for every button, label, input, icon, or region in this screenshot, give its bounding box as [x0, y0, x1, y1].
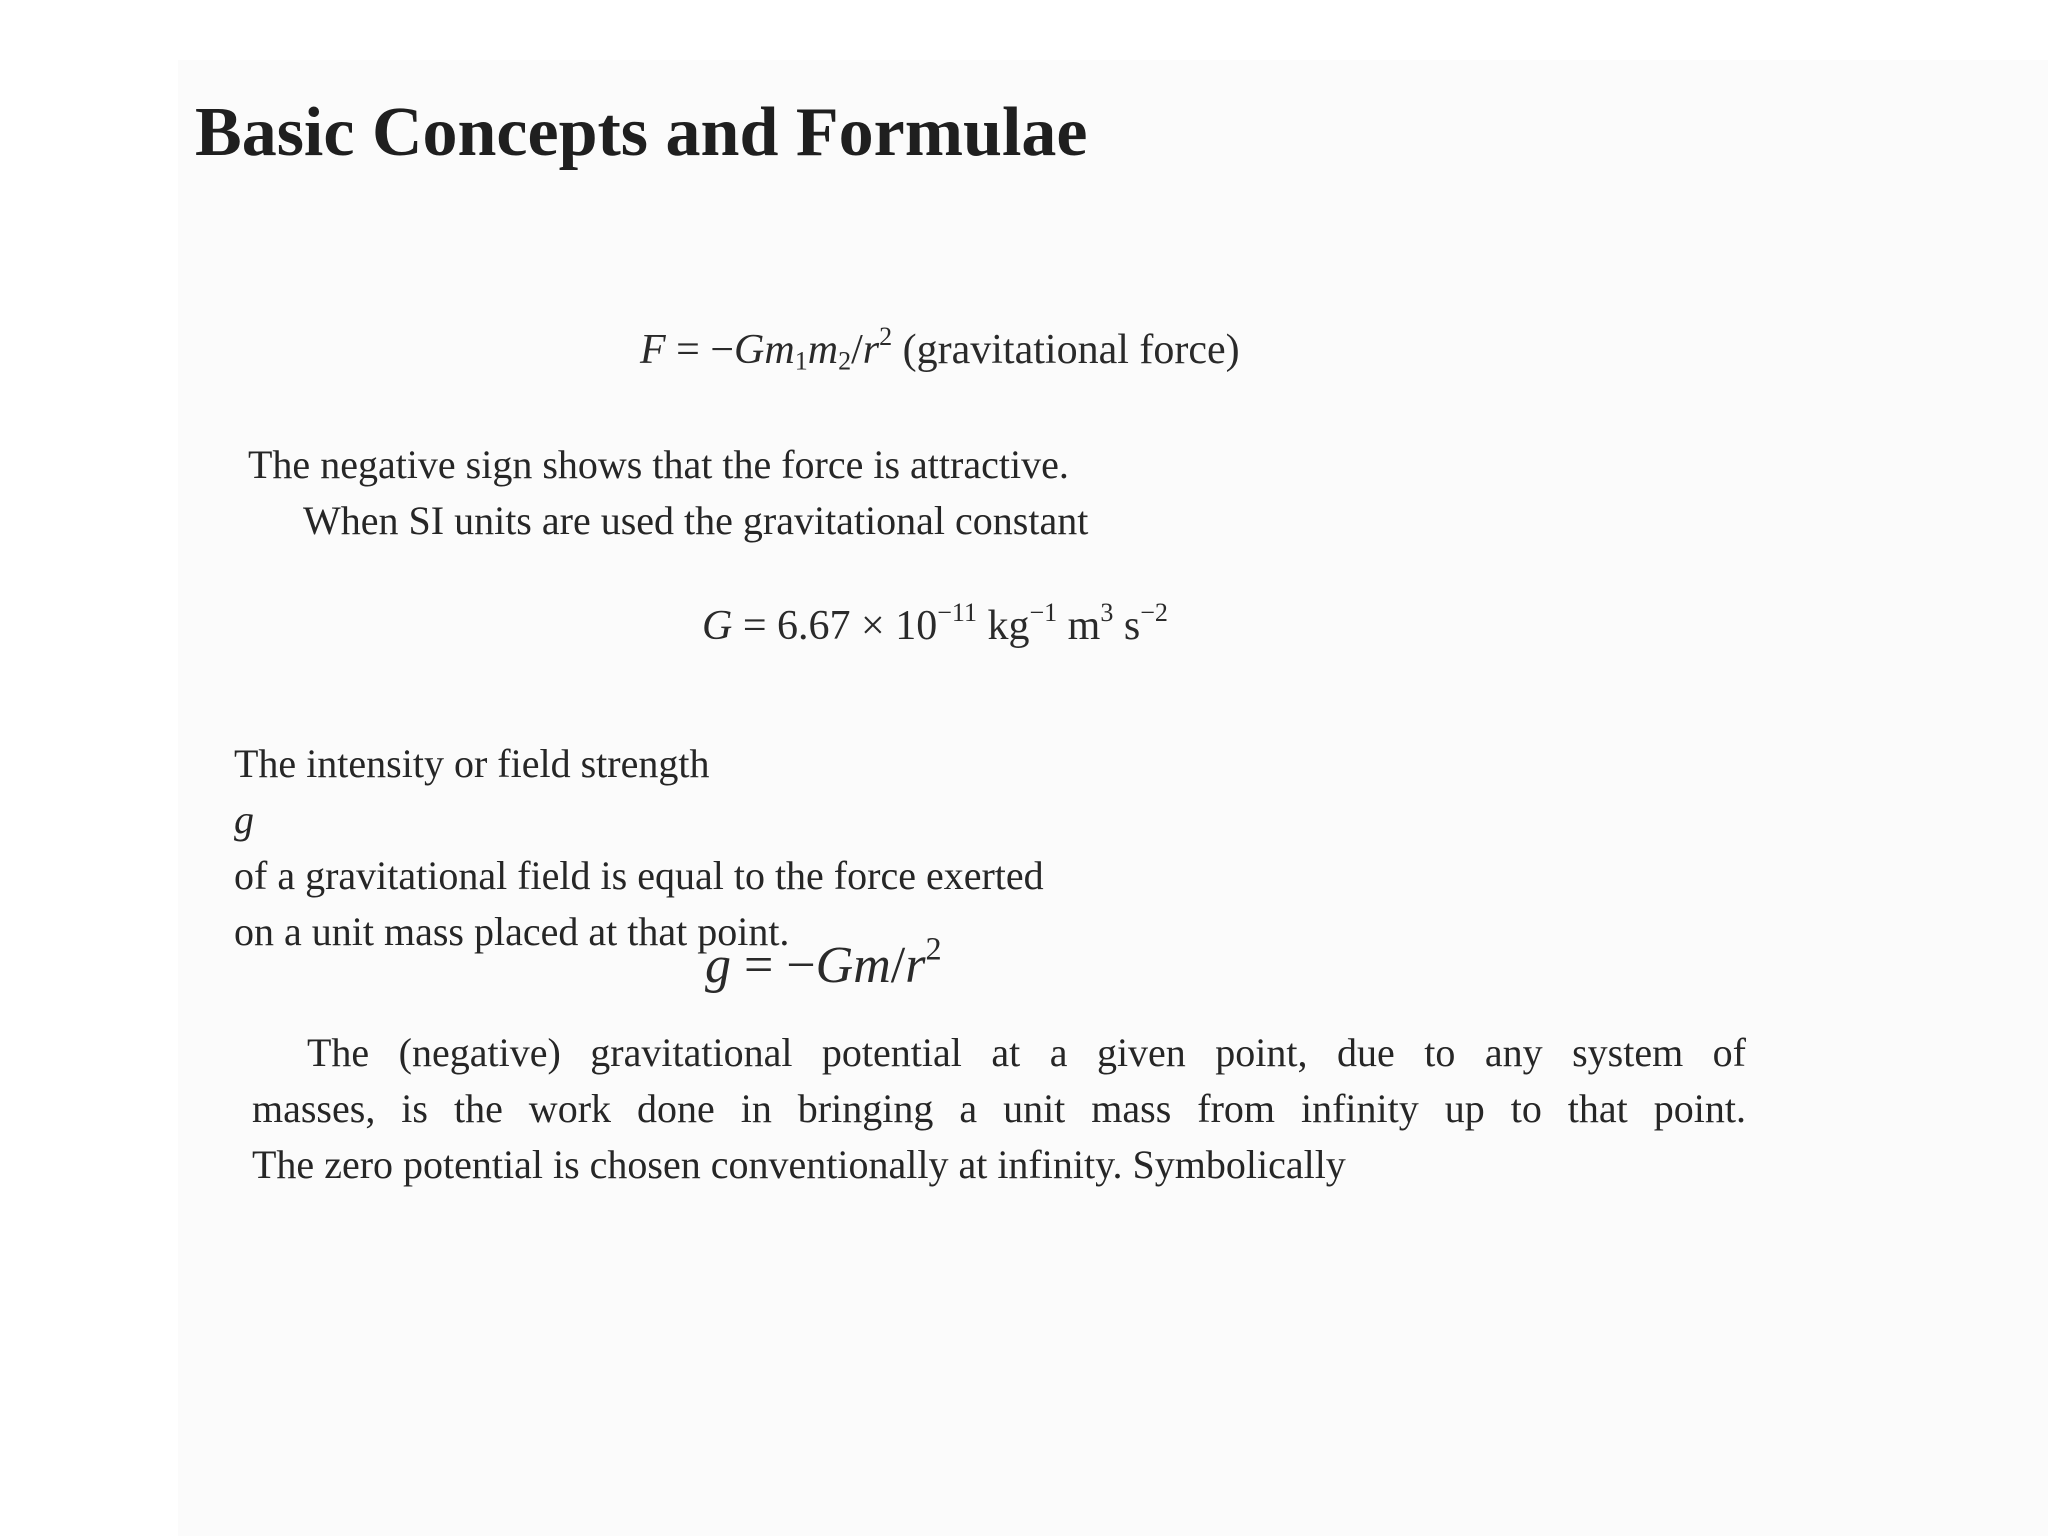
- paragraph-potential: [252, 1025, 1746, 1193]
- eq-g-lhs: g: [705, 937, 731, 994]
- eq-G-unit-kg: kg: [976, 603, 1030, 649]
- eq-g-exponent: 2: [925, 930, 942, 967]
- paragraph-line: [234, 736, 1044, 904]
- symbol-g: g: [234, 797, 254, 842]
- text-fragment: of a gravitational field is equal to the force exerted: [234, 853, 1044, 898]
- eq-G-exp4: −2: [1140, 597, 1168, 627]
- eq-G-unit-s: s: [1113, 603, 1141, 649]
- eq-force-r: r: [862, 327, 880, 373]
- eq-force-slash: /: [851, 327, 863, 373]
- eq-force-note: (gravitational force): [892, 327, 1240, 373]
- eq-force-sub1: 1: [794, 346, 808, 376]
- eq-G-mantissa: = 6.67 × 10: [732, 603, 938, 649]
- paragraph-field-strength: [234, 736, 1044, 960]
- paragraph-attractive: [248, 437, 1088, 549]
- paragraph-line: The (negative) gravitational potential at a given point, due to any system of: [307, 1030, 1746, 1075]
- paragraph-line: The negative sign shows that the force is attractive.: [248, 442, 1069, 487]
- paragraph-line: on a unit mass placed at that point.: [234, 909, 790, 954]
- eq-force-sub2: 2: [838, 346, 852, 376]
- eq-force-m2: m: [807, 327, 839, 373]
- eq-G-exp3: 3: [1100, 597, 1114, 627]
- text-fragment: The intensity or field strength: [234, 741, 710, 786]
- paragraph-line: masses, is the work done in bringing a unit mass from infinity up to that point.: [252, 1086, 1746, 1131]
- eq-g-slash: /: [890, 937, 906, 994]
- gravitational-force-equation: [640, 322, 1240, 378]
- eq-G-exp1: −11: [937, 597, 977, 627]
- eq-G-exp2: −1: [1029, 597, 1058, 627]
- eq-force-lhs: F: [640, 327, 666, 373]
- eq-force-equals: = −: [665, 327, 735, 373]
- eq-g-r: r: [905, 937, 926, 994]
- eq-G-lhs: G: [702, 603, 733, 649]
- eq-force-exponent: 2: [879, 321, 893, 351]
- eq-g-equals: = −: [731, 937, 816, 994]
- field-strength-equation: [705, 930, 942, 998]
- eq-force-m1: m: [764, 327, 795, 373]
- page-title: Basic Concepts and Formulae: [195, 94, 1088, 171]
- eq-G-unit-m: m: [1057, 603, 1101, 649]
- eq-g-Gm: Gm: [815, 937, 891, 994]
- gravitational-constant-equation: [702, 598, 1168, 654]
- eq-force-G: G: [734, 327, 765, 373]
- paragraph-line: When SI units are used the gravitational constant: [303, 498, 1089, 543]
- paragraph-line: The zero potential is chosen conventionally at infinity. Symbolically: [252, 1142, 1346, 1187]
